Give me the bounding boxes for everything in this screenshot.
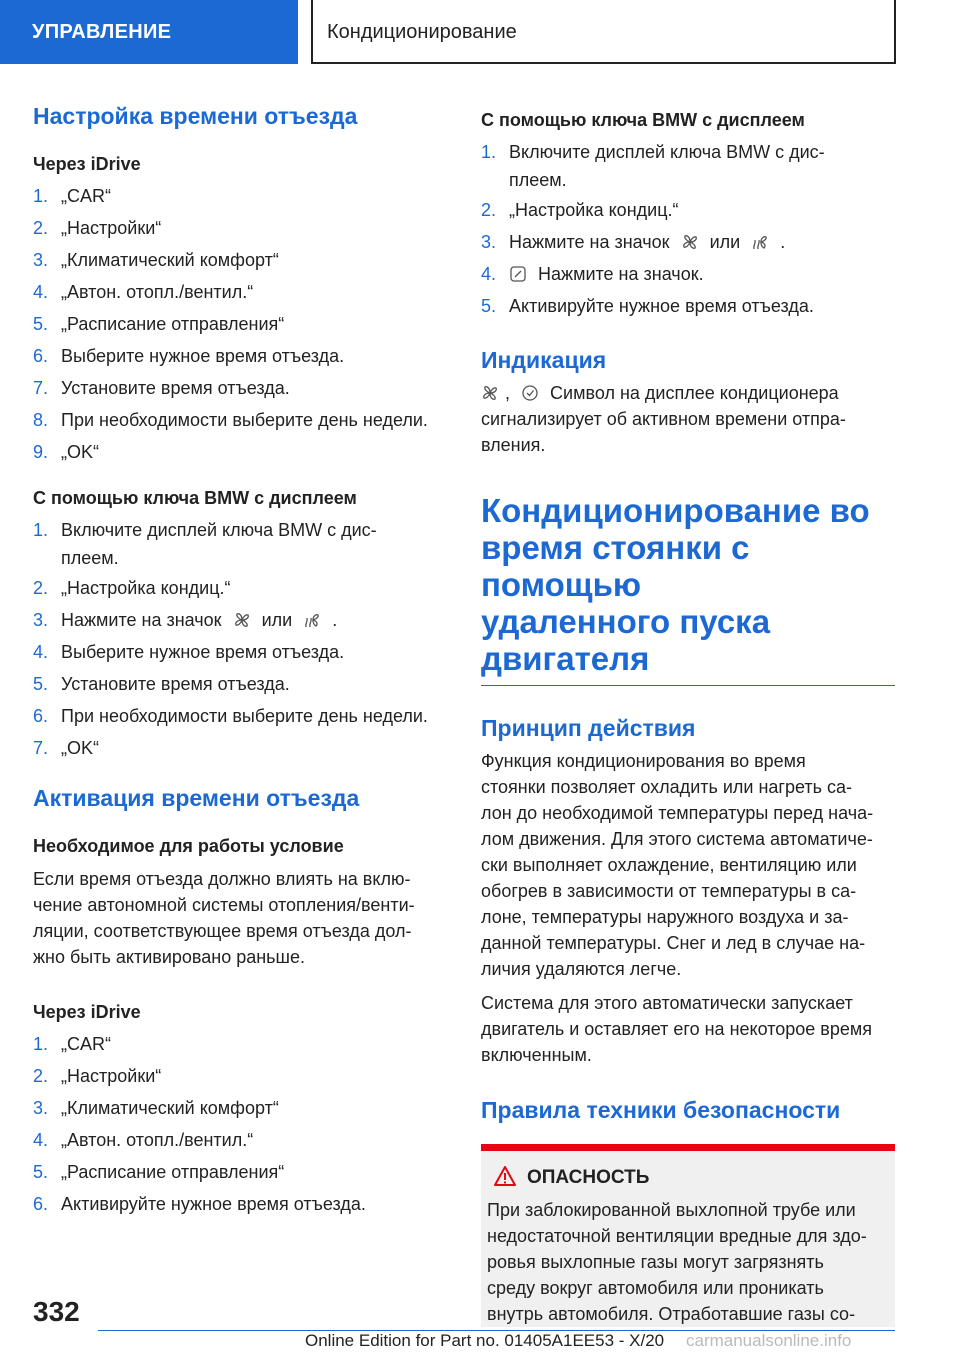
list-item: 6. При необходимости выберите день недели. — [33, 706, 428, 726]
right-column — [481, 104, 895, 1327]
clock-icon — [521, 384, 539, 402]
list-item: 4. „Автон. отопл./вентил.“ — [33, 1130, 254, 1150]
key-heading-2: С помощью ключа BMW с дисплеем — [481, 110, 805, 130]
key-steps-list-2 — [481, 136, 895, 322]
section-title-activation: Активация времени отъезда — [33, 785, 360, 811]
list-item: 3. „Климатический комфорт“ — [33, 250, 279, 270]
heating-fan-icon — [303, 611, 321, 629]
list-item: 3. Нажмите на значок или . — [33, 610, 338, 630]
fan-icon — [681, 233, 699, 251]
watermark: carmanualsonline.info — [686, 1331, 852, 1350]
idrive-heading: Через iDrive — [33, 154, 141, 174]
list-item: 5. „Расписание отправления“ — [33, 1162, 285, 1182]
list-item: 3. „Климатический комфорт“ — [33, 1098, 279, 1118]
principle-text-1: Функция кондиционирования во время стоянки позволяет охладить или нагреть са- лон до необходимой температуры перед нача- лом движения. Для этого система автоматиче- ски выполняет охлаждение, вентиляцию или обогрев в зависимости от температуры в са- лоне, температуры наружного воздуха и за- данной температуры. Снег и лед в случае на- личия удаляются легче. — [481, 751, 874, 979]
list-item: 1. „CAR“ — [33, 1034, 111, 1054]
left-column — [33, 96, 453, 1220]
fan-icon — [233, 611, 251, 629]
warning-bar — [481, 1144, 895, 1151]
requirement-text: Если время отъезда должно влиять на вклю- чение автономной системы отопления/венти- ляции, соответствующее время отъезда дол- жно быть активировано раньше. — [33, 869, 415, 967]
list-item: 1. „CAR“ — [33, 186, 111, 206]
idrive-steps-list — [33, 180, 453, 468]
section-tab[interactable]: УПРАВЛЕНИЕ — [0, 0, 298, 64]
list-item: 5. „Расписание отправления“ — [33, 314, 285, 334]
section-title-departure: Настройка времени отъезда — [33, 103, 358, 129]
section-title-safety: Правила техники безопасности — [481, 1097, 841, 1123]
list-item: 1. Включите дисплей ключа BMW с дис- плеем. — [33, 520, 377, 568]
requirement-heading: Необходимое для работы условие — [33, 836, 344, 856]
key-steps-list — [33, 514, 453, 764]
list-item: 5. Установите время отъезда. — [33, 674, 290, 694]
list-item: 4. Нажмите на значок. — [481, 264, 704, 284]
list-item: 6. Выберите нужное время отъезда. — [33, 346, 345, 366]
list-item: 4. „Автон. отопл./вентил.“ — [33, 282, 254, 302]
indication-text: , Символ на дисплее кондиционера сигнализирует об активном времени отпра- вления. — [481, 383, 846, 455]
list-item: 3. Нажмите на значок или . — [481, 232, 786, 252]
idrive-heading-2: Через iDrive — [33, 1002, 141, 1022]
edit-icon — [509, 265, 527, 283]
chapter-header: Кондиционирование — [311, 0, 896, 64]
chapter-title: Кондиционирование во время стоянки с помощью удаленного пуска двигателя — [481, 492, 870, 677]
list-item: 5. Активируйте нужное время отъезда. — [481, 296, 814, 316]
list-item: 6. Активируйте нужное время отъезда. — [33, 1194, 366, 1214]
warning-text: При заблокированной выхлопной трубе или недостаточной вентиляции вредные для здо- ровья выхлопные газы могут загрязнять среду вокруг автомобиля или проникать внутрь автомобиля. Отработавшие газы со- — [487, 1200, 867, 1324]
edition-note: Online Edition for Part no. 01405A1EE53 - X/20 — [305, 1331, 665, 1350]
idrive-activation-list — [33, 1028, 453, 1220]
list-item: 2. „Настройки“ — [33, 218, 162, 238]
warning-title: ОПАСНОСТЬ — [487, 1163, 887, 1193]
principle-text-2: Система для этого автоматически запускает двигатель и оставляет его на некоторое время включенным. — [481, 993, 872, 1065]
list-item: 2. „Настройка кондиц.“ — [481, 200, 679, 220]
warning-box — [481, 1151, 895, 1327]
section-title-principle: Принцип действия — [481, 715, 696, 741]
heating-fan-icon — [751, 233, 769, 251]
list-item: 7. Установите время отъезда. — [33, 378, 290, 398]
list-item: 7. „OK“ — [33, 738, 99, 758]
list-item: 8. При необходимости выберите день недели. — [33, 410, 428, 430]
section-title-indication: Индикация — [481, 347, 607, 373]
list-item: 1. Включите дисплей ключа BMW с дис- плеем. — [481, 142, 825, 190]
list-item: 9. „OK“ — [33, 442, 99, 462]
key-heading: С помощью ключа BMW с дисплеем — [33, 488, 357, 508]
list-item: 4. Выберите нужное время отъезда. — [33, 642, 345, 662]
list-item: 2. „Настройки“ — [33, 1066, 162, 1086]
fan-icon — [481, 384, 499, 402]
list-item: 2. „Настройка кондиц.“ — [33, 578, 231, 598]
page-number: 332 — [33, 1296, 80, 1327]
warning-triangle-icon — [493, 1165, 517, 1187]
